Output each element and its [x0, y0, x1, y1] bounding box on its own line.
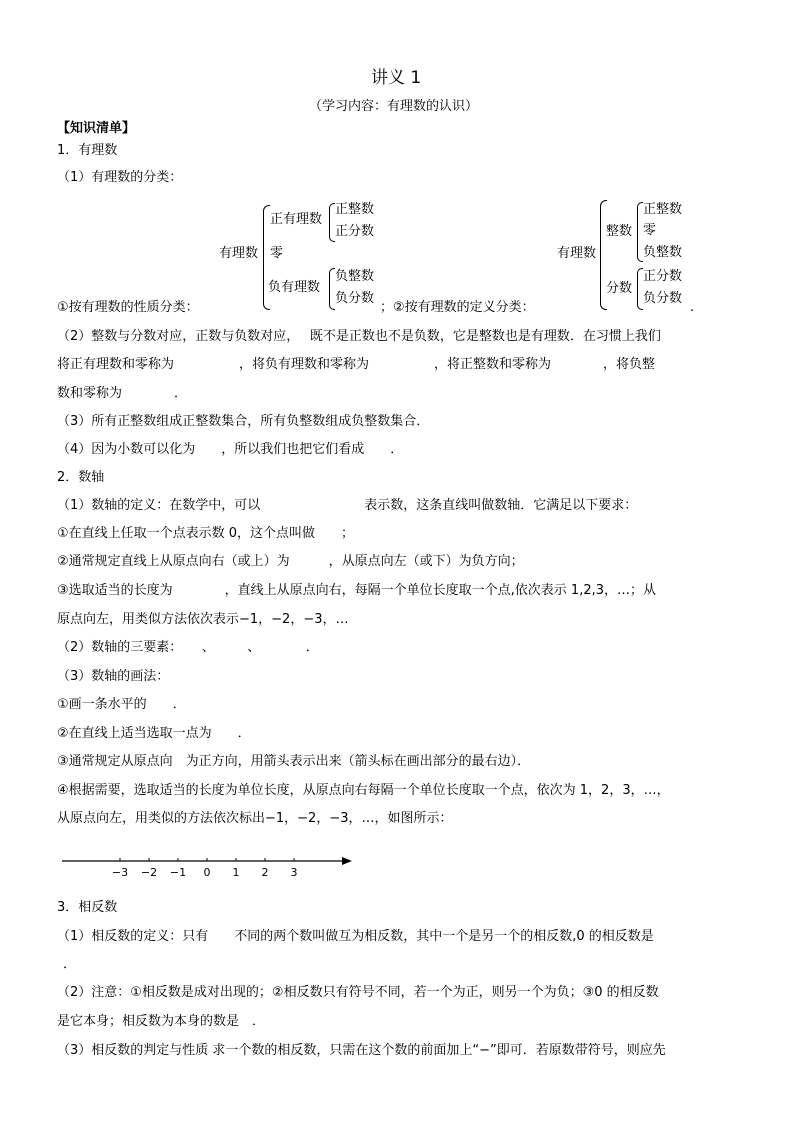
requirement-3b: 原点向左，用类似方法依次表示−1，−2，−3，…	[57, 612, 349, 627]
paragraph-3-1b: ．	[63, 957, 77, 972]
tree1-positive: 正有理数	[270, 212, 323, 227]
requirement-2: ②通常规定直线上从原点向右（或上）为 ，从原点向左（或下）为负方向；	[57, 554, 524, 569]
number-line-label: 2	[261, 866, 269, 879]
number-line-label: 3	[290, 866, 298, 879]
paragraph-2-3: （3）数轴的画法：	[57, 669, 170, 684]
tree2-positive-fraction: 正分数	[643, 269, 683, 284]
paragraph-1-2b: 将正有理数和零称为 ，将负有理数和零称为 ，将正整数和零称为 ，将负整	[57, 357, 656, 372]
number-line-label: −1	[169, 866, 187, 879]
paragraph-1-3: （3）所有正整数组成正整数集合，所有负整数组成负整数集合．	[57, 414, 430, 429]
caption-property: ①按有理数的性质分类：	[57, 300, 199, 315]
number-line-label: −2	[140, 866, 158, 879]
page-subtitle: （学习内容：有理数的认识）	[309, 99, 479, 114]
caption-end: .	[690, 300, 695, 315]
tree2-integer: 整数	[606, 224, 633, 239]
tree1-positive-integer: 正整数	[335, 202, 375, 217]
requirement-1: ①在直线上任取一个点表示数 0，这个点叫做 ；	[57, 526, 355, 541]
classification-heading: （1）有理数的分类：	[57, 170, 183, 185]
number-line-label: 0	[203, 866, 211, 879]
drawing-step-4b: 从原点向左，用类似的方法依次标出−1，−2，−3，…，如图所示：	[57, 811, 453, 826]
caption-definition: ；②按有理数的定义分类：	[380, 300, 535, 315]
tree2-root: 有理数	[557, 246, 597, 261]
tree2-fraction: 分数	[606, 281, 633, 296]
paragraph-1-2c: 数和零称为 ．	[57, 386, 188, 401]
number-line-label: 1	[232, 866, 240, 879]
number-line-figure	[60, 850, 360, 880]
tree2-negative-fraction: 负分数	[643, 291, 683, 306]
requirement-3a: ③选取适当的长度为 ，直线上从原点向右，每隔一个单位长度取一个点,依次表示 1,2,3，…；从	[57, 583, 656, 598]
section-3-heading: 3．相反数	[57, 900, 118, 915]
paragraph-3-2b: 是它本身；相反数为本身的数是 ．	[57, 1014, 266, 1029]
paragraph-3-2a: （2）注意：①相反数是成对出现的；②相反数只有符号不同，若一个为正，则另一个为负；③0 的相反数	[57, 985, 659, 1000]
tree1-root: 有理数	[219, 246, 259, 261]
paragraph-1-2a: （2）整数与分数对应，正数与负数对应， 既不是正数也不是负数，它是整数也是有理数．在习惯上我们	[57, 329, 661, 344]
tree2-positive-integer: 正整数	[643, 202, 683, 217]
tree1-zero: 零	[270, 246, 284, 261]
paragraph-1-4: （4）因为小数可以化为 ，所以我们也把它们看成 ．	[57, 442, 404, 457]
tree2-zero: 零	[643, 223, 657, 238]
page-title: 讲义 1	[371, 68, 422, 88]
arrow-right-icon	[342, 857, 352, 865]
tree2-negative-integer: 负整数	[643, 245, 683, 260]
section-header: 【知识清单】	[57, 121, 136, 136]
tree1-negative: 负有理数	[268, 280, 321, 295]
drawing-step-4a: ④根据需要，选取适当的长度为单位长度，从原点向右每隔一个单位长度取一个点，依次为 1，2，3，…，	[57, 783, 670, 798]
tree1-negative-integer: 负整数	[335, 269, 375, 284]
paragraph-2-1: （1）数轴的定义：在数学中，可以 表示数，这条直线叫做数轴．它满足以下要求：	[57, 498, 638, 513]
paragraph-3-3: （3）相反数的判定与性质 求一个数的相反数，只需在这个数的前面加上“−”即可．若原数带符号，则应先	[57, 1043, 666, 1058]
drawing-step-1: ①画一条水平的 ．	[57, 697, 186, 712]
drawing-step-2: ②在直线上适当选取一点为 ．	[57, 726, 251, 741]
drawing-step-3: ③通常规定从原点向 为正方向，用箭头表示出来（箭头标在画出部分的最右边）．	[57, 754, 531, 769]
section-1-heading: 1．有理数	[57, 143, 118, 158]
section-2-heading: 2．数轴	[57, 470, 105, 485]
tree1-positive-fraction: 正分数	[335, 224, 375, 239]
paragraph-2-2: （2）数轴的三要素： 、 、 ．	[57, 640, 319, 655]
tree1-negative-fraction: 负分数	[335, 291, 375, 306]
paragraph-3-1a: （1）相反数的定义：只有 不同的两个数叫做互为相反数，其中一个是另一个的相反数,0 的相反数是	[57, 929, 654, 944]
number-line-label: −3	[111, 866, 129, 879]
